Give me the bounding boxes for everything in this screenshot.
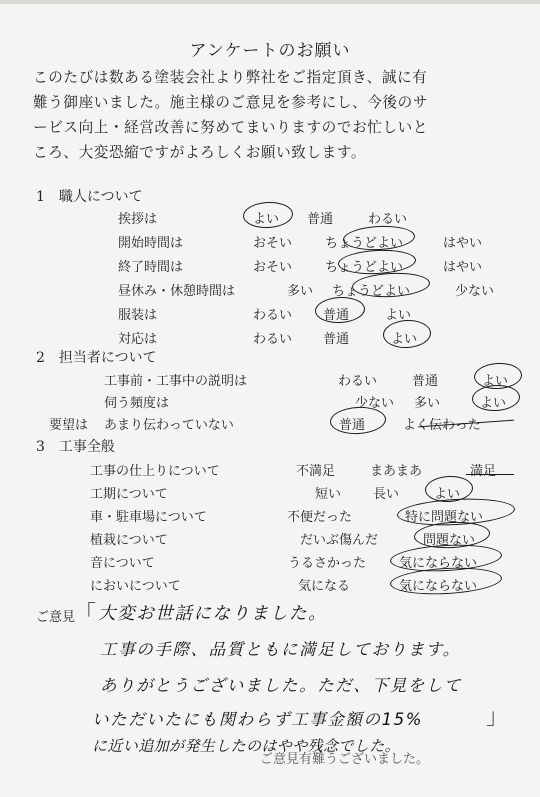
- intro-line-3: ービス向上・経営改善に努めてまいりますのでお忙しいと: [33, 119, 429, 136]
- opinion-line-2: 工事の手際、品質ともに満足しております。: [100, 640, 461, 659]
- q-duration-label: 工期について: [90, 487, 168, 502]
- q-response-opt-normal: 普通: [323, 332, 350, 347]
- q-noise-label: 音について: [90, 556, 155, 571]
- q-greeting-opt-good: よい: [253, 212, 280, 227]
- q-greeting-opt-bad: わるい: [368, 212, 408, 227]
- opinion-bracket-open: 「: [74, 602, 97, 627]
- opinion-line-5: に近い追加が発生したのはやや残念でした。: [92, 737, 401, 755]
- q-end-opt-ontime: ちょうどよい: [325, 260, 404, 275]
- section-3-heading: 3 工事全般: [36, 439, 115, 455]
- q-attire-label: 服装は: [118, 308, 158, 323]
- answer-circle: [329, 406, 386, 436]
- intro-line-1: このたびは数ある塗装会社より弊社をご指定頂き、誠に有: [33, 69, 428, 86]
- q-noise-opt-not-bothered: 気にならない: [399, 556, 478, 571]
- q-end-opt-late: おそい: [253, 260, 293, 275]
- answer-circle: [242, 201, 293, 230]
- q-visit-opt-few: 少ない: [355, 396, 395, 411]
- q-explanation-label: 工事前・工事中の説明は: [104, 374, 248, 389]
- q-smell-opt-not-bothered: 気にならない: [399, 579, 478, 594]
- q-request-label: 要望は: [49, 418, 89, 433]
- section-1-heading: 1 職人について: [36, 189, 143, 205]
- q-attire-opt-bad: わるい: [253, 308, 293, 323]
- answer-circle: [342, 224, 415, 252]
- answer-circle: [471, 384, 520, 412]
- answer-circle: [351, 271, 430, 299]
- q-duration-opt-short: 短い: [315, 487, 342, 502]
- opinion-line-4: いただいたにも関わらず工事金額の15%: [92, 710, 424, 729]
- q-visit-frequency-label: 伺う頻度は: [104, 396, 170, 411]
- intro-line-2: 難う御座いました。施主様のご意見を参考にし、今後のサ: [33, 94, 429, 111]
- q-plants-opt-damaged: だいぶ傷んだ: [300, 533, 379, 548]
- q-attire-opt-normal: 普通: [323, 308, 350, 323]
- q-finish-opt-unsatisfied: 不満足: [296, 464, 336, 479]
- q-parking-opt-no-problem: 特に問題ない: [405, 510, 484, 525]
- q-smell-label: においについて: [90, 579, 181, 594]
- q-request-opt-not-conveyed: あまり伝わっていない: [104, 418, 234, 433]
- q-end-time-label: 終了時間は: [118, 260, 184, 275]
- scan-edge: [0, 0, 540, 4]
- page-title: アンケートのお願い: [189, 41, 351, 61]
- q-break-opt-many: 多い: [287, 284, 314, 299]
- opinion-line-3: ありがとうございました。ただ、下見をして: [100, 676, 462, 695]
- q-parking-opt-inconvenient: 不便だった: [287, 510, 353, 525]
- q-visit-opt-good: よい: [480, 396, 507, 411]
- section-2-heading: 2 担当者について: [36, 350, 157, 366]
- q-break-opt-few: 少ない: [455, 284, 495, 299]
- q-finish-opt-satisfied: 満足: [470, 464, 497, 479]
- q-response-label: 対応は: [118, 332, 158, 347]
- q-finish-label: 工事の仕上りについて: [90, 464, 220, 479]
- q-parking-label: 車・駐車場について: [90, 510, 207, 525]
- opinion-line-1: 大変お世話になりました。: [98, 604, 328, 624]
- opinion-label: ご意見: [36, 610, 76, 625]
- q-greeting-opt-normal: 普通: [307, 212, 334, 227]
- q-visit-opt-many: 多い: [414, 396, 441, 411]
- q-response-opt-good: よい: [391, 332, 418, 347]
- q-end-opt-early: はやい: [443, 260, 483, 275]
- q-explanation-opt-good: よい: [482, 374, 509, 389]
- q-break-label: 昼休み・休憩時間は: [118, 284, 236, 299]
- answer-circle: [314, 296, 365, 325]
- q-finish-opt-soso: まあまあ: [370, 464, 423, 479]
- q-explanation-opt-bad: わるい: [338, 374, 378, 389]
- q-duration-opt-long: 長い: [373, 487, 400, 502]
- answer-circle: [337, 248, 416, 276]
- q-request-opt-normal: 普通: [339, 418, 366, 433]
- answer-circle: [382, 319, 431, 349]
- q-attire-opt-good: よい: [385, 308, 412, 323]
- q-smell-opt-bothered: 気になる: [298, 579, 351, 594]
- q-start-opt-ontime: ちょうどよい: [325, 236, 404, 251]
- q-start-opt-late: おそい: [253, 236, 293, 251]
- underline-mark: [466, 474, 514, 475]
- q-greeting-label: 挨拶は: [118, 212, 158, 227]
- q-break-opt-ontime: ちょうどよい: [332, 284, 411, 299]
- opinion-bracket-close: 」: [486, 705, 509, 730]
- intro-line-4: ころ、大変恐縮ですがよろしくお願い致します。: [33, 144, 367, 161]
- q-duration-opt-good: よい: [434, 487, 461, 502]
- q-noise-opt-loud: うるさかった: [288, 556, 367, 571]
- opinion-footer: ご意見有難うございました。: [260, 752, 430, 767]
- q-request-opt-conveyed: よく伝わった: [403, 418, 481, 433]
- q-explanation-opt-normal: 普通: [412, 374, 439, 389]
- q-plants-opt-no-problem: 問題ない: [423, 533, 476, 548]
- q-plants-label: 植栽について: [90, 533, 168, 548]
- q-start-time-label: 開始時間は: [118, 236, 184, 251]
- q-response-opt-bad: わるい: [253, 332, 293, 347]
- q-start-opt-early: はやい: [443, 236, 483, 251]
